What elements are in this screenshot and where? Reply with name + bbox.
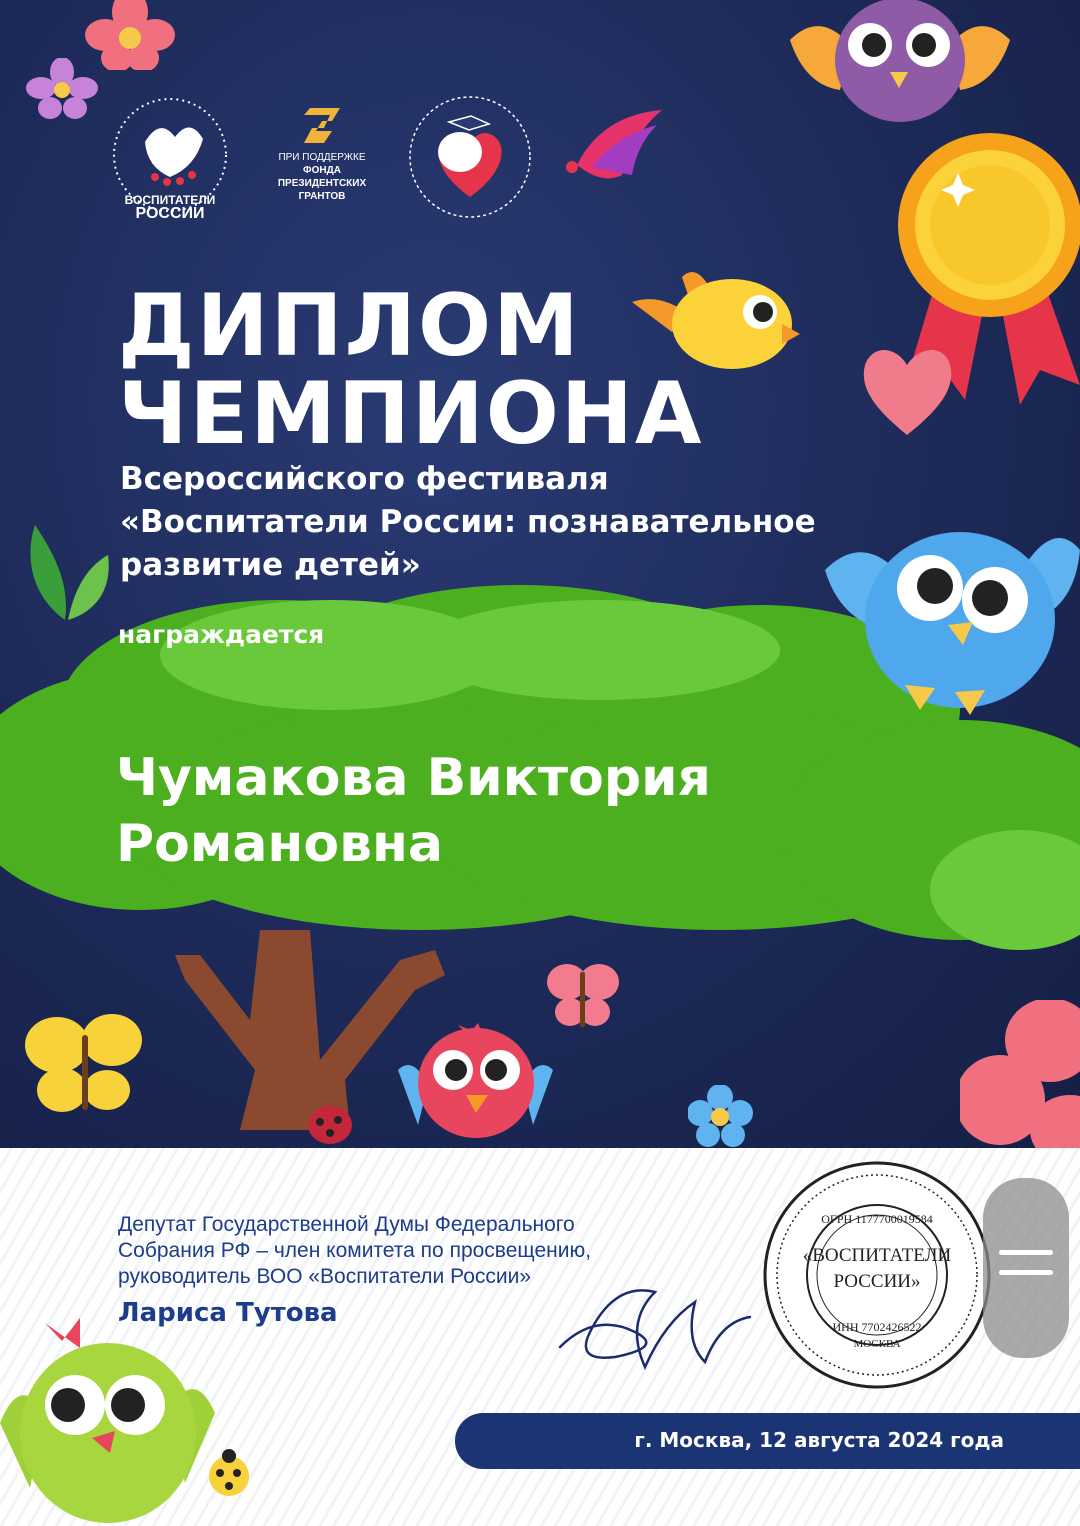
- institute-logo: [405, 92, 535, 222]
- red-bird-icon: [398, 1015, 553, 1145]
- recipient-name: [116, 745, 876, 877]
- handwritten-signature: [555, 1262, 755, 1382]
- luch-emblem-icon: [562, 105, 674, 185]
- fund-logo-line2: ФОНДА: [303, 165, 341, 176]
- fund-logo-line1: ПРИ ПОДДЕРЖКЕ: [278, 152, 366, 163]
- green-owl-icon: [0, 1313, 215, 1526]
- institute-emblem-icon: [405, 92, 535, 222]
- signatory-line-3: руководитель ВОО «Воспитатели России»: [118, 1265, 532, 1288]
- flower-icon: [960, 1000, 1080, 1148]
- fund-logo-line4: ГРАНТОВ: [298, 191, 346, 202]
- org-logo-line2: РОССИИ: [135, 205, 205, 222]
- stamp-line-1: «ВОСПИТАТЕЛИ: [802, 1245, 952, 1266]
- flower-icon: [688, 1085, 753, 1148]
- recipient-line-1: Чумакова Виктория: [116, 748, 711, 808]
- signatory-line-1: Депутат Государственной Думы Федерального: [118, 1213, 575, 1236]
- purple-owl-icon: [790, 0, 1010, 130]
- butterfly-icon: [545, 960, 620, 1035]
- org-logo-line1: ВОСПИТАТЕЛИ: [124, 193, 216, 207]
- stamp-inn: ИНН 7702426522: [832, 1320, 922, 1334]
- flower-icon: [25, 58, 100, 123]
- heart-icon: [860, 340, 955, 440]
- ladybug-icon: [305, 1100, 355, 1145]
- fund-logo: [262, 103, 382, 213]
- signatory-name: Лариса Тутова: [118, 1298, 338, 1328]
- diploma-title: [118, 276, 704, 464]
- luch-logo: [562, 105, 674, 185]
- festival-name: [120, 458, 940, 587]
- recipient-line-2: Романовна: [116, 814, 444, 874]
- handle-bar-icon: [999, 1250, 1053, 1255]
- issue-date: г. Москва, 12 августа 2024 года: [634, 1428, 1004, 1452]
- festival-line-2: «Воспитатели России: познавательное: [120, 504, 816, 540]
- stamp-city: МОСКВА: [853, 1338, 901, 1350]
- fund-logo-line3: ПРЕЗИДЕНТСКИХ: [277, 178, 367, 189]
- festival-line-3: развитие детей»: [120, 547, 421, 583]
- fund-emblem-icon: [302, 103, 344, 145]
- ladybug-icon: [205, 1448, 253, 1498]
- drag-handle[interactable]: [983, 1178, 1069, 1358]
- butterfly-icon: [22, 1010, 147, 1120]
- official-stamp: [762, 1160, 992, 1390]
- org-logo: [105, 97, 235, 232]
- stamp-line-2: РОССИИ»: [833, 1271, 921, 1292]
- title-line-2: ЧЕМПИОНА: [118, 364, 704, 464]
- festival-line-1: Всероссийского фестиваля: [120, 461, 609, 497]
- stamp-ogrn: ОГРН 1177700019584: [821, 1212, 933, 1226]
- date-banner: [455, 1413, 1080, 1469]
- awarded-label: награждается: [118, 620, 325, 649]
- handle-bar-icon: [999, 1270, 1053, 1275]
- title-line-1: ДИПЛОМ: [118, 276, 581, 376]
- signatory-line-2: Собрания РФ – член комитета по просвещению,: [118, 1239, 592, 1262]
